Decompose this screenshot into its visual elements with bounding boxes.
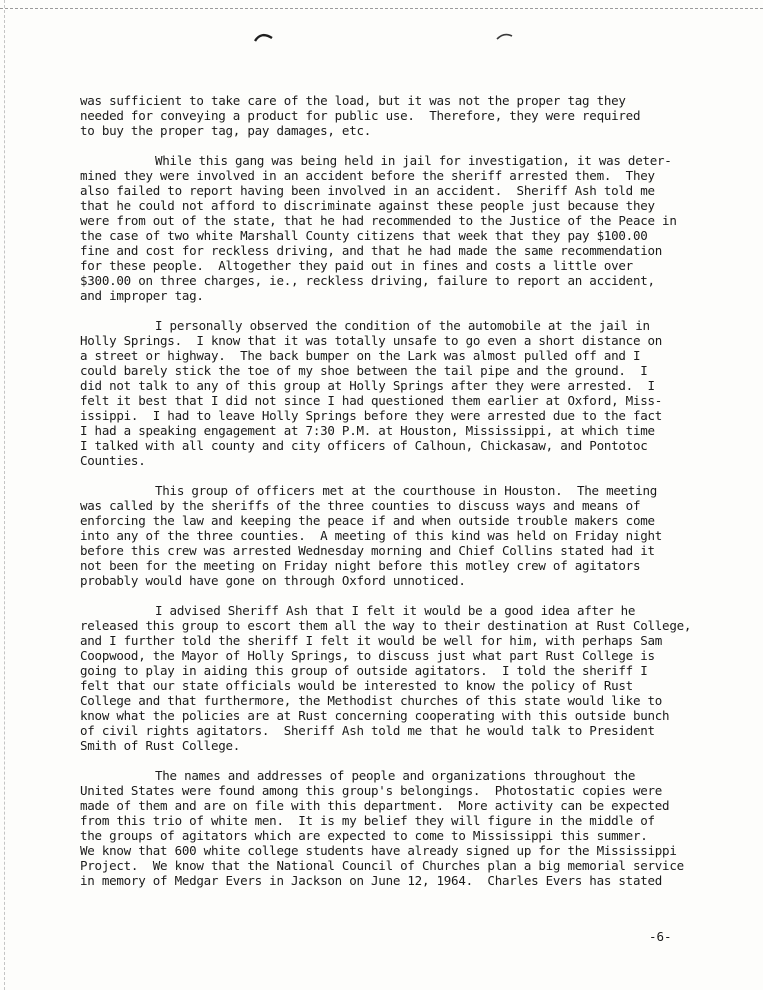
text-line: Counties. <box>80 453 146 468</box>
text-line: $300.00 on three charges, ie., reckless driving, failure to report an accident, <box>80 273 655 288</box>
text-line: The names and addresses of people and organizations throughout the <box>155 768 636 783</box>
paragraph-1 <box>80 93 720 138</box>
text-line: and improper tag. <box>80 288 204 303</box>
text-line: Coopwood, the Mayor of Holly Springs, to discuss just what part Rust College is <box>80 648 655 663</box>
text-line: not been for the meeting on Friday night before this motley crew of agitators <box>80 558 641 573</box>
text-line: a street or highway. The back bumper on the Lark was almost pulled off and I <box>80 348 641 363</box>
text-line: from this trio of white men. It is my belief they will figure in the middle of <box>80 813 655 828</box>
text-line: before this crew was arrested Wednesday morning and Chief Collins stated had it <box>80 543 655 558</box>
text-line: We know that 600 white college students have already signed up for the Mississippi <box>80 843 677 858</box>
paragraph-2 <box>80 153 720 303</box>
document-body <box>80 93 720 903</box>
text-line: needed for conveying a product for public use. Therefore, they were required <box>80 108 641 123</box>
text-line: was sufficient to take care of the load, but it was not the proper tag they <box>80 93 626 108</box>
text-line: the groups of agitators which are expected to come to Mississippi this summer. <box>80 828 648 843</box>
text-line: for these people. Altogether they paid out in fines and costs a little over <box>80 258 633 273</box>
text-line: the case of two white Marshall County citizens that week that they pay $100.00 <box>80 228 648 243</box>
text-line: I had a speaking engagement at 7:30 P.M. at Houston, Mississippi, at which time <box>80 423 655 438</box>
text-line: mined they were involved in an accident before the sheriff arrested them. They <box>80 168 655 183</box>
text-line: did not talk to any of this group at Holly Springs after they were arrested. I <box>80 378 655 393</box>
text-line: This group of officers met at the courthouse in Houston. The meeting <box>155 483 658 498</box>
text-line: enforcing the law and keeping the peace if and when outside trouble makers come <box>80 513 655 528</box>
text-line: fine and cost for reckless driving, and that he had made the same recommendation <box>80 243 663 258</box>
text-line: released this group to escort them all the way to their destination at Rust College, <box>80 618 692 633</box>
text-line: in memory of Medgar Evers in Jackson on June 12, 1964. Charles Evers has stated <box>80 873 663 888</box>
text-line: Project. We know that the National Council of Churches plan a big memorial service <box>80 858 684 873</box>
left-edge-dashes <box>4 0 5 990</box>
text-line: and I further told the sheriff I felt it would be well for him, with perhaps Sam <box>80 633 663 648</box>
text-line: were from out of the state, that he had recommended to the Justice of the Peace in <box>80 213 677 228</box>
text-line: made of them and are on file with this department. More activity can be expected <box>80 798 670 813</box>
text-line: know what the policies are at Rust concerning cooperating with this outside bunch <box>80 708 670 723</box>
text-line: probably would have gone on through Oxford unnoticed. <box>80 573 466 588</box>
paragraph-3 <box>80 318 720 468</box>
text-line: Smith of Rust College. <box>80 738 241 753</box>
ink-mark-right <box>496 30 514 42</box>
text-line: going to play in aiding this group of outside agitators. I told the sheriff I <box>80 663 648 678</box>
text-line: that he could not afford to discriminate against these people just because they <box>80 198 655 213</box>
text-line: to buy the proper tag, pay damages, etc. <box>80 123 372 138</box>
text-line: I personally observed the condition of the automobile at the jail in <box>155 318 650 333</box>
text-line: While this gang was being held in jail for investigation, it was deter- <box>155 153 672 168</box>
paragraph-6 <box>80 768 720 888</box>
text-line: United States were found among this group's belongings. Photostatic copies were <box>80 783 663 798</box>
text-line: I advised Sheriff Ash that I felt it would be a good idea after he <box>155 603 636 618</box>
text-line: College and that furthermore, the Methodist churches of this state would like to <box>80 693 663 708</box>
text-line: of civil rights agitators. Sheriff Ash told me that he would talk to President <box>80 723 655 738</box>
paragraph-4 <box>80 483 720 588</box>
text-line: was called by the sheriffs of the three counties to discuss ways and means of <box>80 498 641 513</box>
text-line: could barely stick the toe of my shoe between the tail pipe and the ground. I <box>80 363 648 378</box>
text-line: also failed to report having been involved in an accident. Sheriff Ash told me <box>80 183 655 198</box>
text-line: felt that our state officials would be interested to know the policy of Rust <box>80 678 633 693</box>
text-line: into any of the three counties. A meeting of this kind was held on Friday night <box>80 528 663 543</box>
text-line: Holly Springs. I know that it was totally unsafe to go even a short distance on <box>80 333 663 348</box>
text-line: issippi. I had to leave Holly Springs before they were arrested due to the fact <box>80 408 663 423</box>
text-line: felt it best that I did not since I had questioned them earlier at Oxford, Miss- <box>80 393 663 408</box>
top-edge-dashes <box>0 8 763 9</box>
ink-mark-left <box>254 30 274 44</box>
paragraph-5 <box>80 603 720 753</box>
text-line: I talked with all county and city officers of Calhoun, Chickasaw, and Pontotoc <box>80 438 648 453</box>
page-number: -6- <box>649 929 672 944</box>
